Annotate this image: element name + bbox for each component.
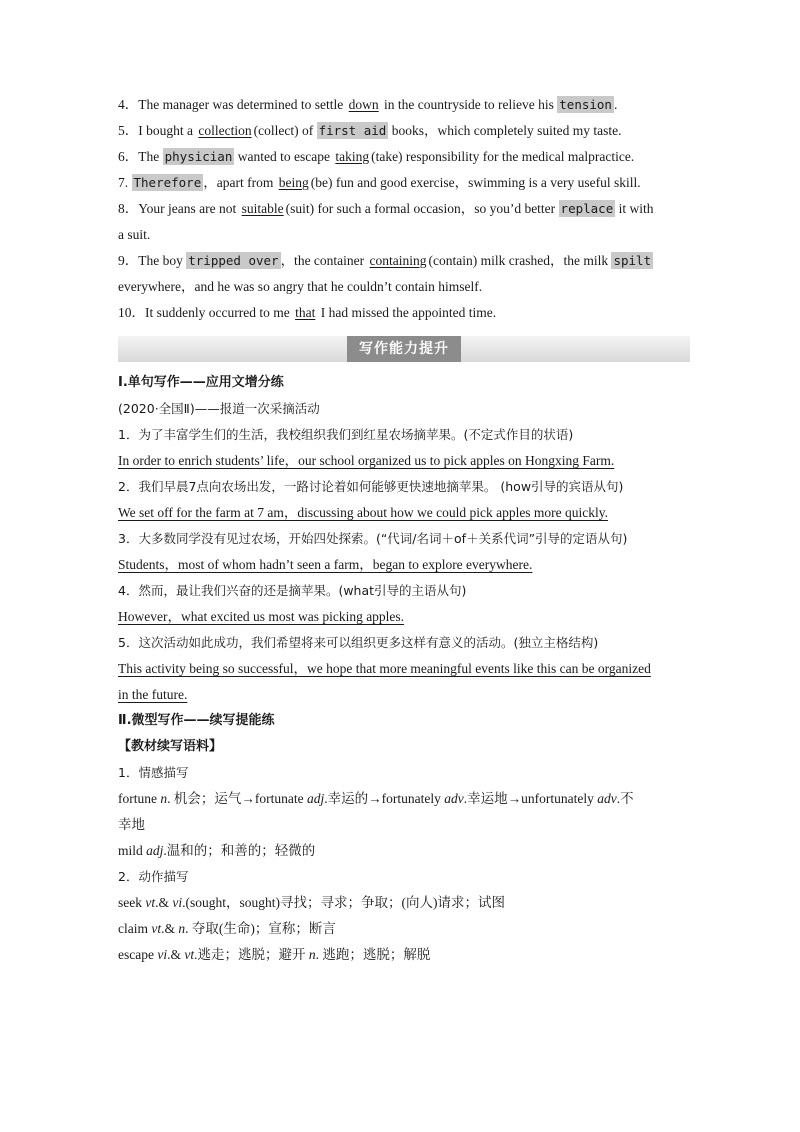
- answer-blank: taking: [335, 149, 370, 164]
- banner-title: 写作能力提升: [347, 336, 461, 362]
- highlighted-word: physician: [164, 149, 233, 164]
- highlighted-word: tripped over: [188, 253, 279, 268]
- answer-blank: containing: [369, 253, 427, 268]
- answer-blank: down: [348, 97, 379, 112]
- answer-en: However，what excited us most was picking apples.: [118, 609, 405, 624]
- highlighted-word: first aid: [318, 123, 387, 138]
- exercise-item-continued: a suit.: [118, 227, 151, 242]
- vocab-entry: seek vt.& vi.(sought，sought)寻找；寻求；争取；(向人)请求；试图: [118, 895, 506, 910]
- exercise-item: 6．The physician wanted to escape taking (take) responsibility for the medical malpractice.: [118, 149, 635, 164]
- vocab-entry: fortune n. 机会；运气→fortunate adj.幸运的→fortunately adv.幸运地→unfortunately adv.不: [118, 791, 634, 806]
- answer-en: This activity being so successful，we hope that more meaningful events like this can be organized: [118, 661, 651, 676]
- exercise-item: 4．The manager was determined to settle down in the countryside to relieve his tension .: [118, 97, 618, 112]
- prompt-zh: 4．然而，最让我们兴奋的还是摘苹果。(what引导的主语从句): [118, 583, 467, 598]
- answer-en: Students，most of whom hadn’t seen a farm，began to explore everywhere.: [118, 557, 533, 572]
- highlighted-word: spilt: [613, 253, 652, 268]
- group-heading: 1．情感描写: [118, 765, 189, 780]
- answer-en: We set off for the farm at 7 am，discussing about how we could pick apples more quickly.: [118, 505, 609, 520]
- document-page: [118, 92, 690, 968]
- vocab-entry-continued: 幸地: [118, 817, 145, 832]
- prompt-zh: 5．这次活动如此成功，我们希望将来可以组织更多这样有意义的活动。(独立主格结构): [118, 635, 599, 650]
- exercise-item-continued: everywhere，and he was so angry that he couldn’t contain himself.: [118, 279, 483, 294]
- answer-en: In order to enrich students’ life，our school organized us to pick apples on Hongxing Farm.: [118, 453, 615, 468]
- vocab-entry: claim vt.& n. 夺取(生命)；宣称；断言: [118, 921, 336, 936]
- highlighted-word: replace: [560, 201, 614, 216]
- exercise-item: 5．I bought a collection (collect) of first aid books，which completely suited my taste.: [118, 123, 622, 138]
- answer-blank: collection: [198, 123, 252, 138]
- prompt-zh: 2．我们早晨7点向农场出发，一路讨论着如何能够更快速地摘苹果。 (how引导的宾语从句): [118, 479, 624, 494]
- exercise-item: 10．It suddenly occurred to me that I had missed the appointed time.: [118, 305, 497, 320]
- prompt-zh: 3．大多数同学没有见过农场，开始四处探索。(“代词/名词＋of＋关系代词”引导的定语从句): [118, 531, 628, 546]
- exercise-item: 8．Your jeans are not suitable (suit) for such a formal occasion，so you’d better replace it with: [118, 201, 654, 216]
- vocab-entry: mild adj.温和的；和善的；轻微的: [118, 843, 316, 858]
- section-title: Ⅰ.单句写作——应用文增分练: [118, 375, 284, 390]
- highlighted-word: tension: [559, 97, 612, 112]
- answer-en-continued: in the future.: [118, 687, 188, 702]
- answer-blank: that: [295, 305, 316, 320]
- exercise-item: 7. Therefore ，apart from being (be) fun and good exercise，swimming is a very useful skill.: [118, 175, 641, 190]
- exercise-item: 9．The boy tripped over ，the container containing (contain) milk crashed，the milk spilt: [118, 253, 652, 268]
- section-banner: [118, 336, 690, 362]
- answer-blank: suitable: [241, 201, 284, 216]
- prompt-zh: 1．为了丰富学生们的生活，我校组织我们到红星农场摘苹果。(不定式作目的状语): [118, 427, 574, 442]
- group-heading: 2．动作描写: [118, 869, 189, 884]
- highlighted-word: Therefore: [133, 175, 202, 190]
- answer-blank: being: [278, 175, 309, 190]
- section-source: (2020·全国Ⅱ)——报道一次采摘活动: [118, 401, 320, 416]
- vocab-entry: escape vi.& vt.逃走；逃脱；避开 n. 逃跑；逃脱；解脱: [118, 947, 431, 962]
- section-title: Ⅱ.微型写作——续写提能练: [118, 713, 275, 728]
- subheading: 【教材续写语料】: [118, 739, 223, 754]
